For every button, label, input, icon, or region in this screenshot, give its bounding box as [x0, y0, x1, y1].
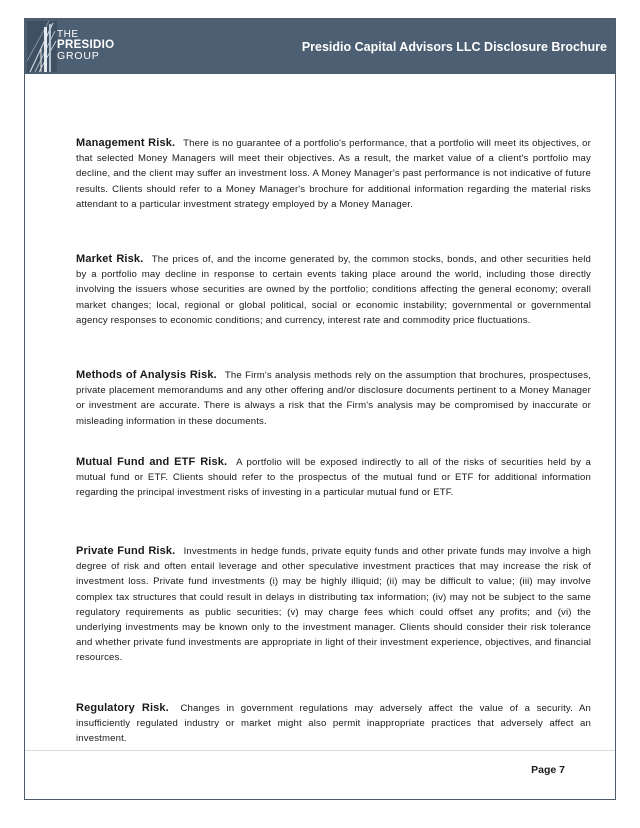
presidio-logo: [27, 21, 147, 72]
section-body: The prices of, and the income generated by, the common stocks, bonds, and other securities held by a portfolio may decline in response to certain events taking place around the world, including those directly involving the issuers whose securities are owned by the portfolio; conditions affecting the general economy; overall market changes; local, regional or global political, social or economic instability; governmental or governmental agency responses to economic conditions; and currency, interest rate and commodity price fluctuations.: [76, 254, 591, 326]
section-management-risk: [76, 136, 591, 212]
section-title: Market Risk.: [76, 253, 144, 265]
section-mutual-fund-etf-risk: [76, 455, 591, 501]
logo-line-group: GROUP: [57, 50, 100, 62]
document-title: Presidio Capital Advisors LLC Disclosure Brochure: [301, 40, 607, 54]
section-title: Regulatory Risk.: [76, 702, 169, 714]
logo-wordmark: [57, 29, 114, 62]
section-market-risk: [76, 252, 591, 328]
logo-line-presidio: PRESIDIO: [57, 39, 115, 51]
section-regulatory-risk: [76, 701, 591, 747]
section-body: Changes in government regulations may adversely affect the value of a security. An insufficiently regulated industry or market might also permit inappropriate practices that adversely affect an investment.: [76, 703, 592, 745]
bridge-icon: [27, 21, 57, 72]
page-frame: [24, 18, 616, 800]
header-bar: [25, 19, 615, 74]
section-title: Mutual Fund and ETF Risk.: [76, 456, 228, 468]
section-body: Investments in hedge funds, private equity funds and other private funds may involve a high degree of risk and often entail leverage and other speculative investment practices that may increase the risk of investment loss. Private fund investments (i) may be highly illiquid; (ii) may be difficult to value; (iii) may involve complex tax structures that could result in delays in distributing tax information; (iv) may not be subject to the same regulatory requirements as public securities; (v) may charge fees which could offset any profits; and (vi) the underlying investments may be known only to the investment manager. Clients should consider their risk tolerance and whether private fund investments are appropriate in light of their investment experience, objectives, and financial resources.: [76, 546, 592, 664]
section-title: Methods of Analysis Risk.: [76, 369, 217, 381]
section-body: A portfolio will be exposed indirectly to all of the risks of securities held by a mutual fund or ETF. Clients should refer to the prospectus of the mutual fund or ETF for additional information regarding the principal investment risks of investing in a particular mutual fund or ETF.: [76, 457, 591, 499]
section-title: Private Fund Risk.: [76, 545, 176, 557]
page-number: Page 7: [531, 764, 565, 776]
section-body: There is no guarantee of a portfolio's performance, that a portfolio will meet its objectives, or that selected Money Managers will meet their objectives. As a result, the market value of a client's portfolio may decline, and the client may suffer an investment loss. A Money Manager's past performance is not indicative of future results. Clients should refer to a Money Manager's brochure for additional information regarding the material risks attendant to a particular investment strategy employed by a Money Manager.: [76, 138, 592, 210]
logo-line-the: THE: [57, 29, 79, 40]
section-body: The Firm's analysis methods rely on the assumption that brochures, prospectuses, private placement memorandums and any other offering and/or disclosure documents pertinent to a Money Manager or investment are accurate. There is always a risk that the Firm's analysis may be compromised by inaccurate or misleading information in these documents.: [76, 370, 591, 427]
section-private-fund-risk: [76, 544, 591, 666]
section-methods-of-analysis-risk: [76, 368, 591, 429]
footer-divider: [25, 750, 615, 751]
section-title: Management Risk.: [76, 137, 176, 149]
